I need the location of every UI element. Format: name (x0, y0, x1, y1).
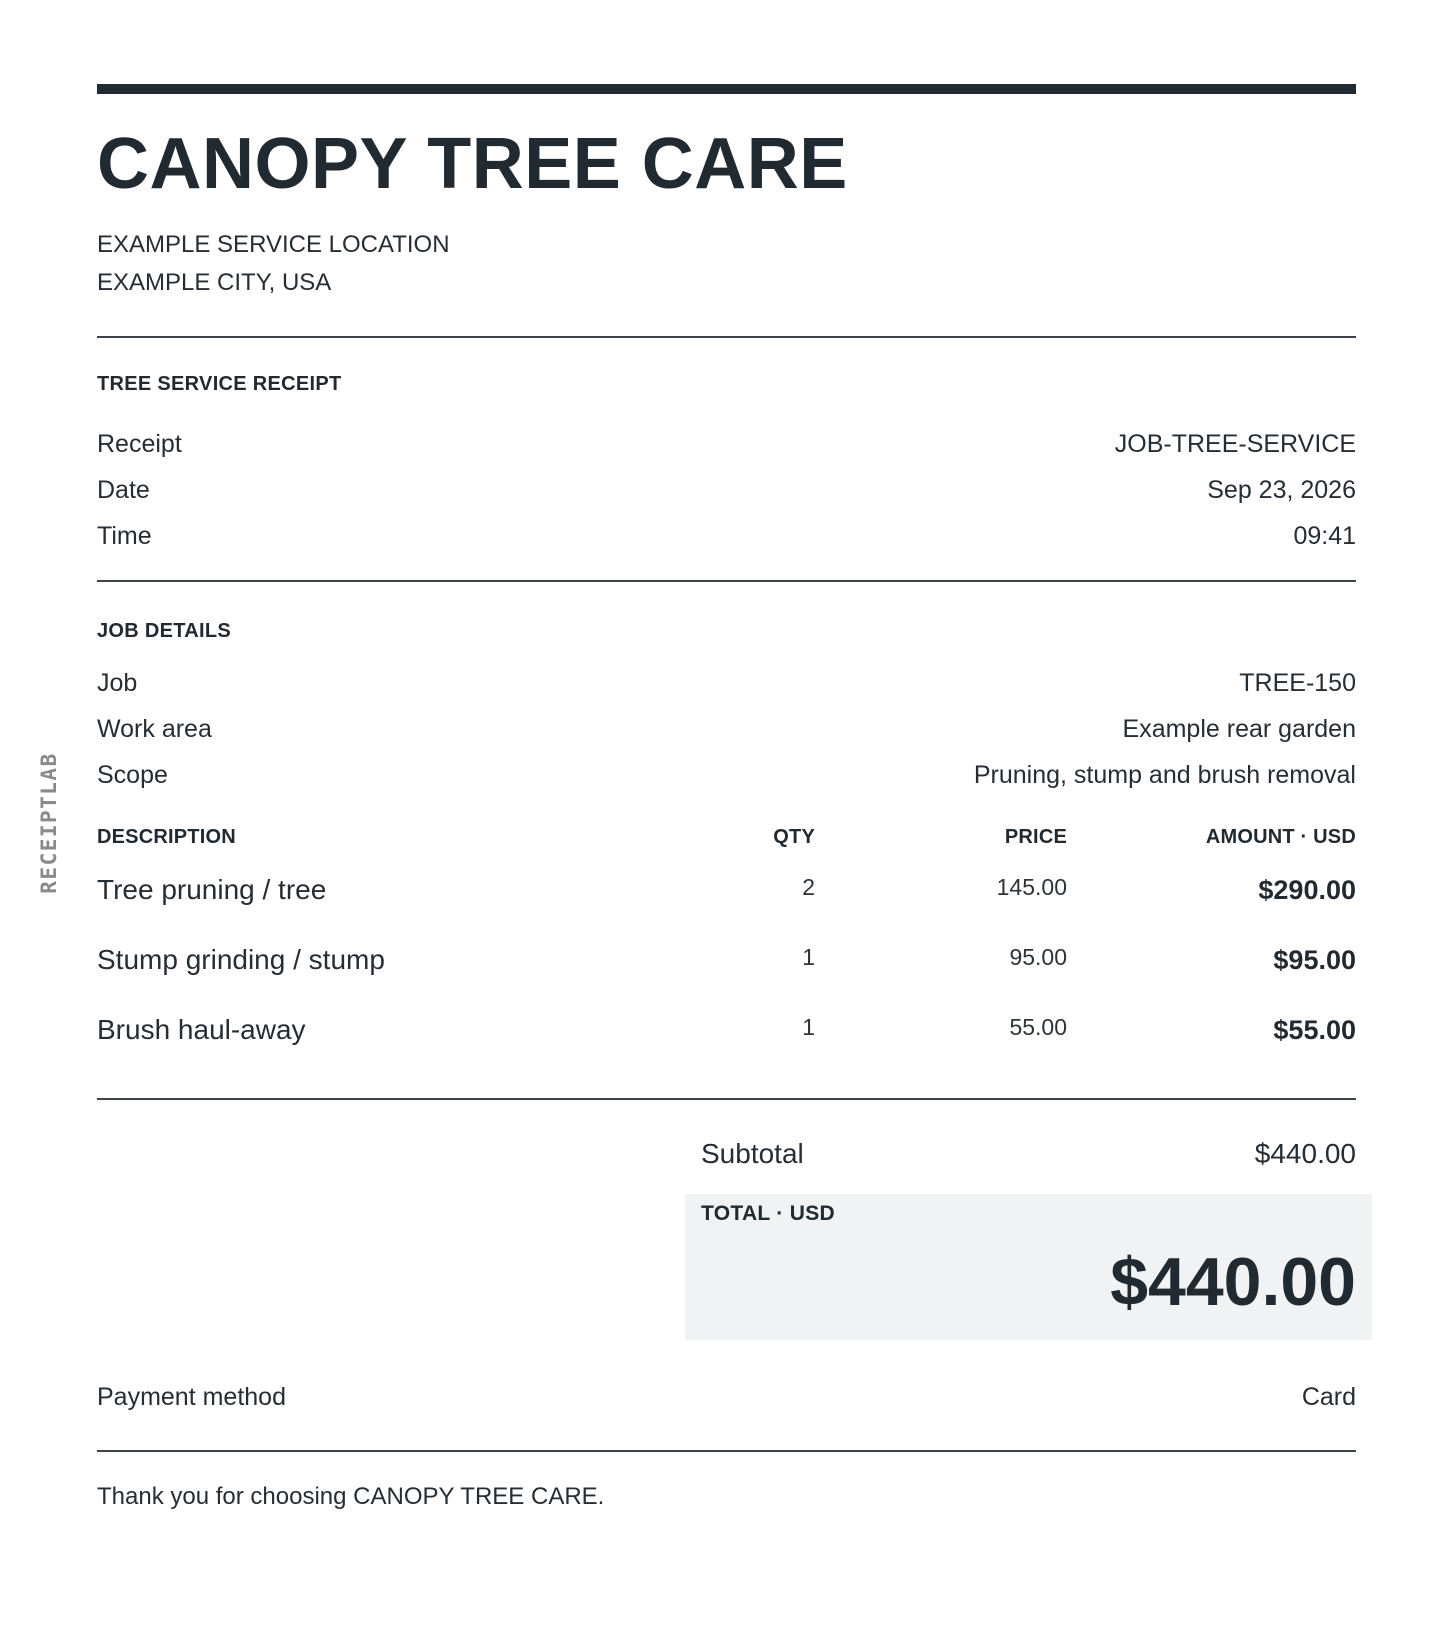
item-qty: 1 (802, 944, 815, 970)
table-row (97, 1010, 1356, 1080)
divider (97, 580, 1356, 582)
watermark-text: RECEIPTLAB (37, 752, 61, 894)
item-description: Tree pruning / tree (97, 874, 327, 905)
column-header-price: PRICE (1004, 826, 1067, 848)
subtotal-label: Subtotal (701, 1138, 804, 1169)
thank-you-message: Thank you for choosing CANOPY TREE CARE. (97, 1483, 605, 1510)
subtotal-value: $440.00 (1254, 1138, 1356, 1169)
receipt-section-title: TREE SERVICE RECEIPT (97, 373, 342, 395)
total-amount: $440.00 (1110, 1244, 1356, 1320)
work-area-value: Example rear garden (1122, 715, 1356, 743)
item-amount: $290.00 (1258, 875, 1356, 905)
company-address (97, 226, 1356, 302)
payment-method-value: Card (1301, 1383, 1356, 1411)
receipt-info (97, 421, 1356, 559)
company-name: CANOPY TREE CARE (97, 124, 848, 204)
column-header-qty: QTY (773, 826, 815, 848)
payment-method-row (97, 1374, 1356, 1420)
job-row (97, 660, 1356, 706)
address-line-2: EXAMPLE CITY, USA (97, 269, 332, 296)
receipt-time-value: 09:41 (1293, 522, 1356, 550)
receipt-number-row (97, 421, 1356, 467)
receipt-number-value: JOB-TREE-SERVICE (1114, 430, 1356, 458)
items-table-header (97, 822, 1356, 852)
column-header-description: DESCRIPTION (97, 826, 236, 848)
payment-method-label: Payment method (97, 1383, 286, 1411)
items-table-body (97, 870, 1356, 1080)
table-row (97, 940, 1356, 1010)
scope-row (97, 752, 1356, 798)
total-box (685, 1194, 1372, 1340)
receipt-time-label: Time (97, 522, 152, 550)
header-accent-bar (97, 84, 1356, 94)
item-qty: 2 (802, 874, 815, 900)
column-header-amount: AMOUNT · USD (1205, 826, 1356, 848)
address-line-1: EXAMPLE SERVICE LOCATION (97, 231, 450, 258)
item-description: Stump grinding / stump (97, 944, 385, 975)
divider (97, 1098, 1356, 1100)
receipt-number-label: Receipt (97, 430, 182, 458)
item-price: 55.00 (1009, 1014, 1067, 1040)
receipt-date-value: Sep 23, 2026 (1207, 476, 1356, 504)
table-row (97, 870, 1356, 940)
divider (97, 336, 1356, 338)
subtotal-row (701, 1134, 1356, 1174)
total-label: TOTAL · USD (701, 1202, 835, 1225)
divider (97, 1450, 1356, 1452)
job-details (97, 660, 1356, 798)
item-qty: 1 (802, 1014, 815, 1040)
item-amount: $95.00 (1273, 945, 1356, 975)
receipt-time-row (97, 513, 1356, 559)
scope-label: Scope (97, 761, 168, 789)
receipt (97, 84, 1356, 1514)
work-area-row (97, 706, 1356, 752)
scope-value: Pruning, stump and brush removal (973, 761, 1356, 789)
item-amount: $55.00 (1273, 1015, 1356, 1045)
watermark (38, 748, 60, 898)
item-price: 145.00 (996, 874, 1067, 900)
job-label: Job (97, 669, 138, 697)
item-price: 95.00 (1009, 944, 1067, 970)
work-area-label: Work area (97, 715, 212, 743)
job-value: TREE-150 (1239, 669, 1356, 697)
item-description: Brush haul-away (97, 1014, 306, 1045)
job-section-title: JOB DETAILS (97, 620, 232, 642)
receipt-date-label: Date (97, 476, 150, 504)
receipt-date-row (97, 467, 1356, 513)
